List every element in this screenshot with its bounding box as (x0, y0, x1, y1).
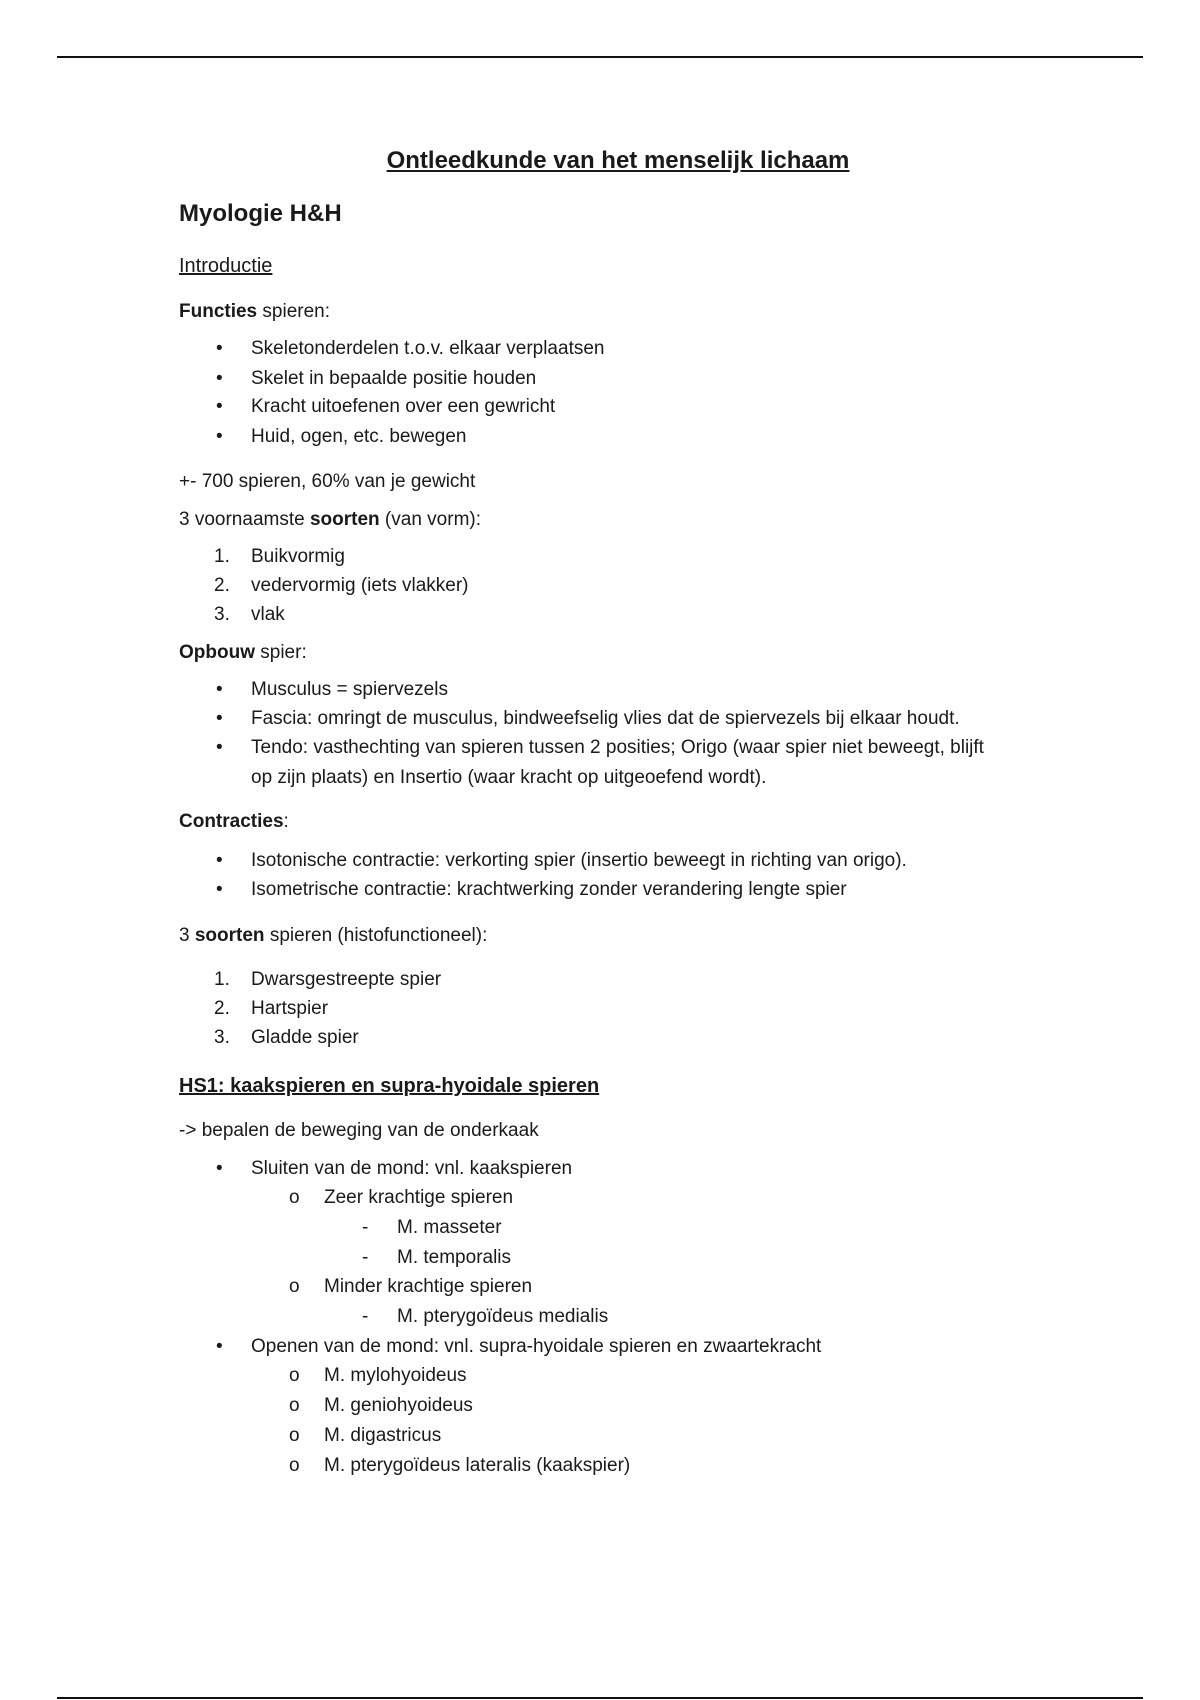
list-item: M. pterygoïdeus lateralis (kaakspier) (324, 1455, 631, 1476)
list-item: vedervormig (iets vlakker) (251, 575, 469, 596)
list-item: Huid, ogen, etc. bewegen (251, 426, 467, 447)
heading-hs1: HS1: kaakspieren en supra-hyoidale spieren (179, 1075, 600, 1097)
list-item: Buikvormig (251, 546, 345, 567)
circle-marker: o (289, 1395, 300, 1416)
opbouw-rest: spier: (254, 642, 307, 663)
contracties-bold: Contracties (179, 811, 284, 832)
bullet-marker: • (216, 708, 223, 729)
soorten-vorm-post: (van vorm): (379, 509, 482, 530)
soorten-histo-bold: soorten (194, 925, 265, 946)
list-item: Kracht uitoefenen over een gewricht (251, 396, 556, 417)
bullet-marker: • (216, 368, 223, 389)
soorten-histo-pre: 3 (179, 925, 195, 946)
contracties-label (179, 811, 289, 833)
list-item: vlak (251, 604, 285, 625)
aantal-spieren: +- 700 spieren, 60% van je gewicht (179, 471, 476, 492)
list-item: Isometrische contractie: krachtwerking zonder verandering lengte spier (251, 879, 847, 900)
number-marker: 1. (214, 969, 230, 990)
list-item-continuation: op zijn plaats) en Insertio (waar kracht op uitgeoefend wordt). (251, 767, 767, 788)
list-item: Musculus = spiervezels (251, 679, 448, 700)
list-item: Minder krachtige spieren (324, 1276, 533, 1297)
number-marker: 3. (214, 1027, 230, 1048)
hs1-intro: -> bepalen de beweging van de onderkaak (179, 1120, 539, 1141)
bullet-marker: • (216, 679, 223, 700)
bullet-marker: • (216, 396, 223, 417)
soorten-histo-post: spieren (histofunctioneel): (264, 925, 488, 946)
list-item: Zeer krachtige spieren (324, 1187, 514, 1208)
list-item: Fascia: omringt de musculus, bindweefselig vlies dat de spiervezels bij elkaar houdt. (251, 708, 960, 729)
heading-myologie: Myologie H&H (179, 200, 342, 227)
soorten-vorm-pre: 3 voornaamste (179, 509, 310, 530)
number-marker: 2. (214, 575, 230, 596)
list-item: Gladde spier (251, 1027, 359, 1048)
dash-marker: - (362, 1247, 369, 1268)
list-item: Tendo: vasthechting van spieren tussen 2 posities; Origo (waar spier niet beweegt, blijft (251, 737, 984, 758)
number-marker: 1. (214, 546, 230, 567)
bullet-marker: • (216, 1336, 223, 1357)
number-marker: 2. (214, 998, 230, 1019)
circle-marker: o (289, 1365, 300, 1386)
soorten-histo-label (179, 925, 487, 947)
list-item: Hartspier (251, 998, 329, 1019)
bullet-marker: • (216, 426, 223, 447)
bullet-marker: • (216, 879, 223, 900)
circle-marker: o (289, 1455, 300, 1476)
list-item: Skelet in bepaalde positie houden (251, 368, 537, 389)
dash-marker: - (362, 1217, 369, 1238)
subheading-introductie: Introductie (179, 255, 273, 277)
list-item: Isotonische contractie: verkorting spier (insertio beweegt in richting van origo). (251, 850, 907, 871)
footer-rule (57, 1697, 1143, 1699)
dash-marker: - (362, 1306, 369, 1327)
list-item: M. masseter (397, 1217, 502, 1238)
list-item: M. pterygoïdeus medialis (397, 1306, 609, 1327)
header-rule (57, 56, 1143, 58)
circle-marker: o (289, 1187, 300, 1208)
functies-bold: Functies (179, 301, 258, 322)
circle-marker: o (289, 1276, 300, 1297)
bullet-marker: • (216, 850, 223, 871)
list-item: M. temporalis (397, 1247, 512, 1268)
list-item: Dwarsgestreepte spier (251, 969, 442, 990)
list-item: Skeletonderdelen t.o.v. elkaar verplaatsen (251, 338, 605, 359)
functies-rest: spieren: (257, 301, 330, 322)
functies-label (179, 301, 330, 323)
bullet-marker: • (216, 737, 223, 758)
bullet-marker: • (216, 1158, 223, 1179)
list-item: M. geniohyoideus (324, 1395, 473, 1416)
contracties-rest: : (283, 811, 289, 832)
opbouw-bold: Opbouw (179, 642, 255, 663)
opbouw-label (179, 642, 307, 664)
document-title: Ontleedkunde van het menselijk lichaam (386, 147, 850, 174)
list-item: Sluiten van de mond: vnl. kaakspieren (251, 1158, 573, 1179)
list-item: M. mylohyoideus (324, 1365, 467, 1386)
soorten-vorm-bold: soorten (309, 509, 380, 530)
bullet-marker: • (216, 338, 223, 359)
list-item: Openen van de mond: vnl. supra-hyoidale spieren en zwaartekracht (251, 1336, 822, 1357)
number-marker: 3. (214, 604, 230, 625)
circle-marker: o (289, 1425, 300, 1446)
list-item: M. digastricus (324, 1425, 442, 1446)
soorten-vorm-label (179, 509, 481, 531)
